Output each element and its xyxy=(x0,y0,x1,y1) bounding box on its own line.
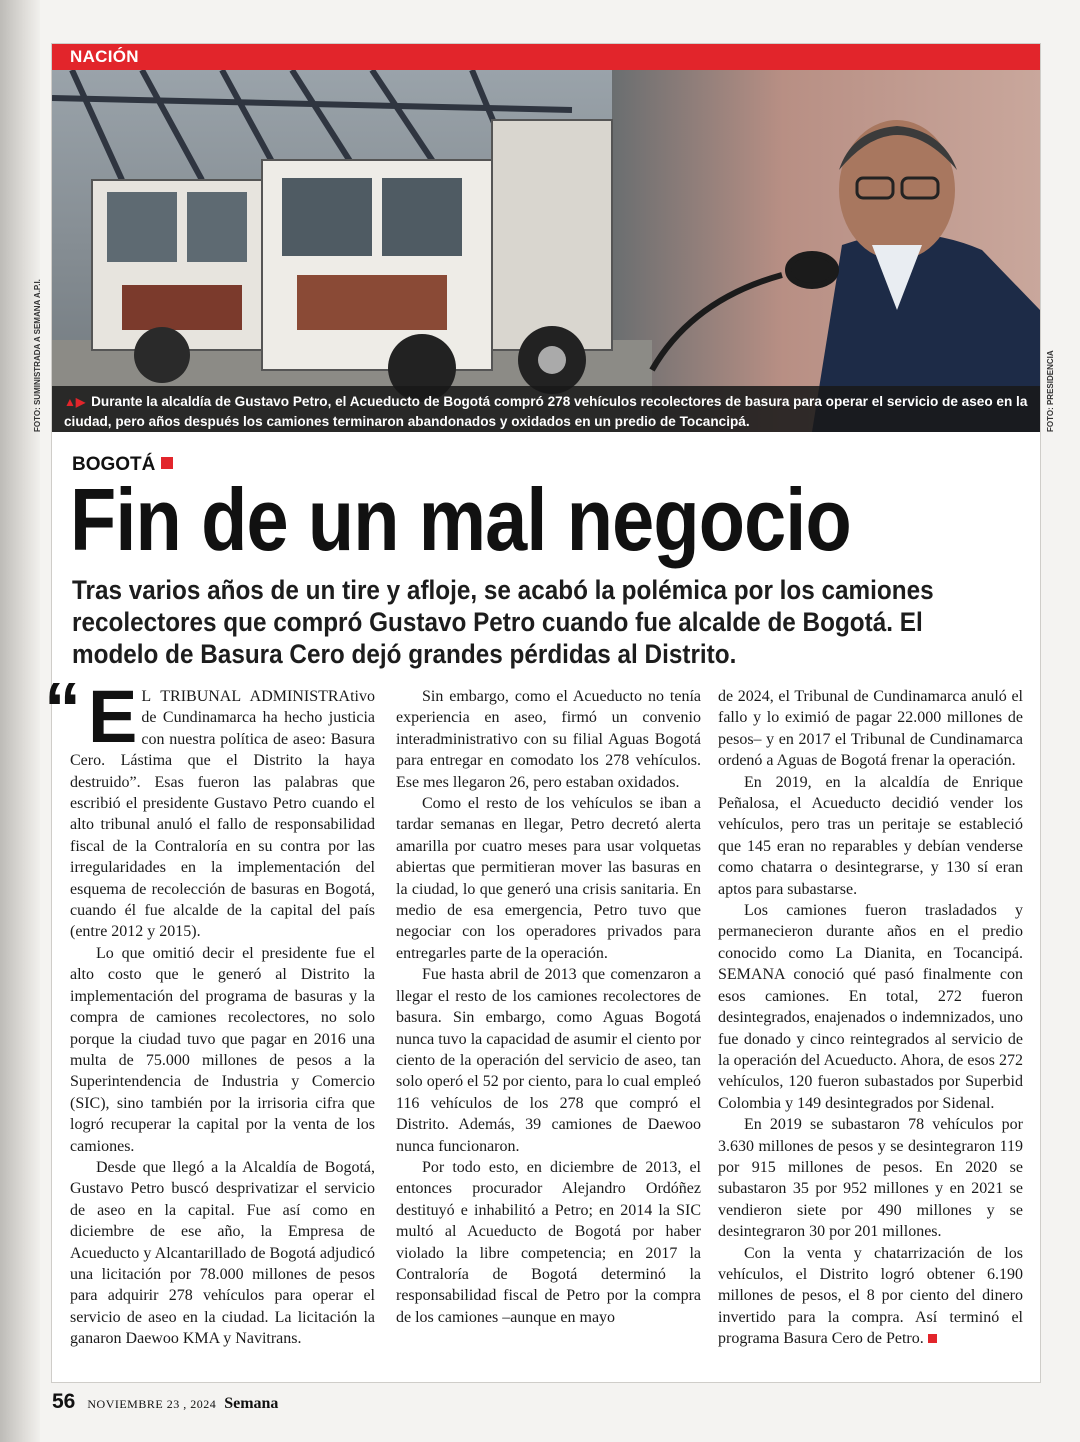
headline: Fin de un mal negocio xyxy=(70,470,851,569)
binding-shadow xyxy=(0,0,40,1442)
photo-caption xyxy=(64,392,1029,431)
paragraph xyxy=(718,1243,1023,1350)
drop-quote-mark: “ xyxy=(44,667,81,750)
photo-credit-left: FOTO: SUMINISTRADA A SEMANA A.P.I. xyxy=(33,279,42,432)
paragraph: Como el resto de los vehículos se iban a tardar semanas en llegar, Petro decretó alerta amarilla por cuatro meses para usar volquetas abiertas que permitieran mover las basuras en la ciudad, lo que generó una crisis sanitaria. En medio de esa emergencia, Petro tuvo que negociar con los operadores privados para entregarles parte de la operación. xyxy=(396,795,701,962)
section-label: NACIÓN xyxy=(70,47,139,66)
magazine-page xyxy=(44,44,1040,1382)
paragraph: de 2024, el Tribunal de Cundinamarca anuló el fallo y lo eximió de pagar 22.000 millones de pesos– y en 2017 el Tribunal de Cundinamarca ordenó a Aguas de Bogotá frenar la operación. xyxy=(718,688,1023,770)
page-footer xyxy=(52,1390,278,1420)
paragraph: En 2019 se subastaron 78 vehículos por 3.630 millones de pesos y se desintegraron 119 por 915 millones de pesos. En 2020 se subastaron 35 por 952 millones y en 2021 se vendieron siete por 490 millones y se desintegraron 30 por 201 millones. xyxy=(718,1116,1023,1241)
caption-text: Durante la alcaldía de Gustavo Petro, el Acueducto de Bogotá compró 278 vehículos recolectores de basura para operar el servicio de aseo en la ciudad, pero años después los camiones terminaron abandonados y oxidados en un predio de Tocancipá. xyxy=(64,394,1028,429)
paragraph: Desde que llegó a la Alcaldía de Bogotá, Gustavo Petro buscó desprivatizar el servicio de aseo en la capital. Fue así como en diciembre de ese año, la Empresa de Acueducto y Alcantarillado de Bogotá adjudicó una licitación por 78.000 millones de pesos para adquirir 278 vehículos para operar el servicio de aseo en la ciudad. La licitación la ganaron Daewoo KMA y Navitrans. xyxy=(70,1158,375,1348)
paragraph: Sin embargo, como el Acueducto no tenía experiencia en aseo, firmó un convenio interadministrativo con su filial Aguas Bogotá para entregar en comodato los 278 vehículos. Ese mes llegaron 26, pero estaban oxidados. xyxy=(396,688,701,791)
garbage-truck-front xyxy=(262,120,612,402)
page-number: 56 xyxy=(52,1390,76,1413)
photo-credit-right: FOTO: PRESIDENCIA xyxy=(1046,350,1055,432)
magazine-name: Semana xyxy=(224,1395,279,1412)
paragraph: Por todo esto, en diciembre de 2013, el entonces procurador Alejandro Ordóñez destituyó e inhabilitó a Petro; en 2014 la SIC multó al Acueducto de Bogotá por haber violado la libre competencia; en 2017 la Contraloría de Bogotá determinó la responsabilidad fiscal de Petro por la compra de los camiones –aunque en mayo xyxy=(396,1158,701,1326)
paragraph: En 2019, en la alcaldía de Enrique Peñalosa, el Acueducto decidió vender los vehículos, pero tras un peritaje se estableció que 145 eran no reparables y debían venderse como chatarra o desintegrarse, y 130 sí eran aptos para subastarse. xyxy=(718,773,1023,898)
kicker-label: BOGOTÁ xyxy=(72,454,156,475)
paragraph xyxy=(70,675,375,943)
caption-arrows-icon: ▲▶ xyxy=(64,395,86,409)
photo-illustration xyxy=(52,70,1040,432)
article-column-1 xyxy=(44,667,375,1350)
article-column-3 xyxy=(718,686,1023,1350)
photo-caption-box xyxy=(52,386,1040,432)
lead-photo xyxy=(52,70,1040,432)
section-bar xyxy=(52,44,1040,70)
red-square-icon xyxy=(161,457,173,469)
drop-cap: E xyxy=(88,675,138,758)
article-column-2 xyxy=(396,686,701,1328)
paragraph-text: Con la venta y chatarrización de los vehículos, el Distrito logró obtener 6.190 millones de pesos, el 8 por ciento del dinero invertido para la compra. Así terminó el programa Basura Cero de Petro. xyxy=(718,1244,1023,1348)
issue-date: NOVIEMBRE 23 , 2024 xyxy=(87,1397,217,1411)
paragraph-text: L TRIBUNAL ADMINISTRAtivo de Cundinamarca ha hecho justicia con nuestra política de aseo: Basura Cero. Lástima que el Distrito la haya destruido”. Esas fueron las palabras que escribió el presidente Gustavo Petro cuando el alto tribunal anuló el fallo de responsabilidad fiscal de la Contraloría en su contra por las irregularidades en la implementación del esquema de recolección de basuras en Bogotá, cuando él fue alcalde de la capital del país (entre 2012 y 2015). xyxy=(70,688,375,941)
paragraph: Lo que omitió decir el presidente fue el alto costo que le generó al Distrito la implementación del programa de basuras y la compra de camiones recolectores, no solo porque la ciudad tuvo que pagar en 2016 una multa de 75.000 millones de pesos a la Superintendencia de Industria y Comercio (SIC), sino también por la irrisoria cifra que logró recuperar la capital por la venta de los camiones. xyxy=(70,944,375,1155)
end-mark-icon xyxy=(928,1334,937,1343)
paragraph: Los camiones fueron trasladados y permanecieron durante años en el predio conocido como La Dianita, en Tocancipá. SEMANA conoció qué pasó finalmente con esos camiones. En total, 272 fueron desintegrados, enajenados o indemnizados, uno fue donado y cinco reintegrados al servicio de la operación del Acueducto. Ahora, de esos 272 vehículos, 120 fueron subastados por Superbid Colombia y 149 desintegrados por Sidenal. xyxy=(718,902,1023,1112)
deck-subtitle: Tras varios años de un tire y afloje, se acabó la polémica por los camiones recolectores que compró Gustavo Petro cuando fue alcalde de Bogotá. El modelo de Basura Cero dejó grandes pérdidas al Distrito. xyxy=(72,575,934,669)
paragraph: Fue hasta abril de 2013 que comenzaron a llegar el resto de los camiones recolectores de basura. Sin embargo, como Aguas Bogotá nunca tuvo la capacidad de asumir el ciento por ciento de la operación del servicio de aseo, tan solo operó el 52 por ciento, para lo cual empleó 116 vehículos de los 278 que compró el Distrito. Además, 39 camiones de Daewoo nunca funcionaron. xyxy=(396,966,701,1155)
